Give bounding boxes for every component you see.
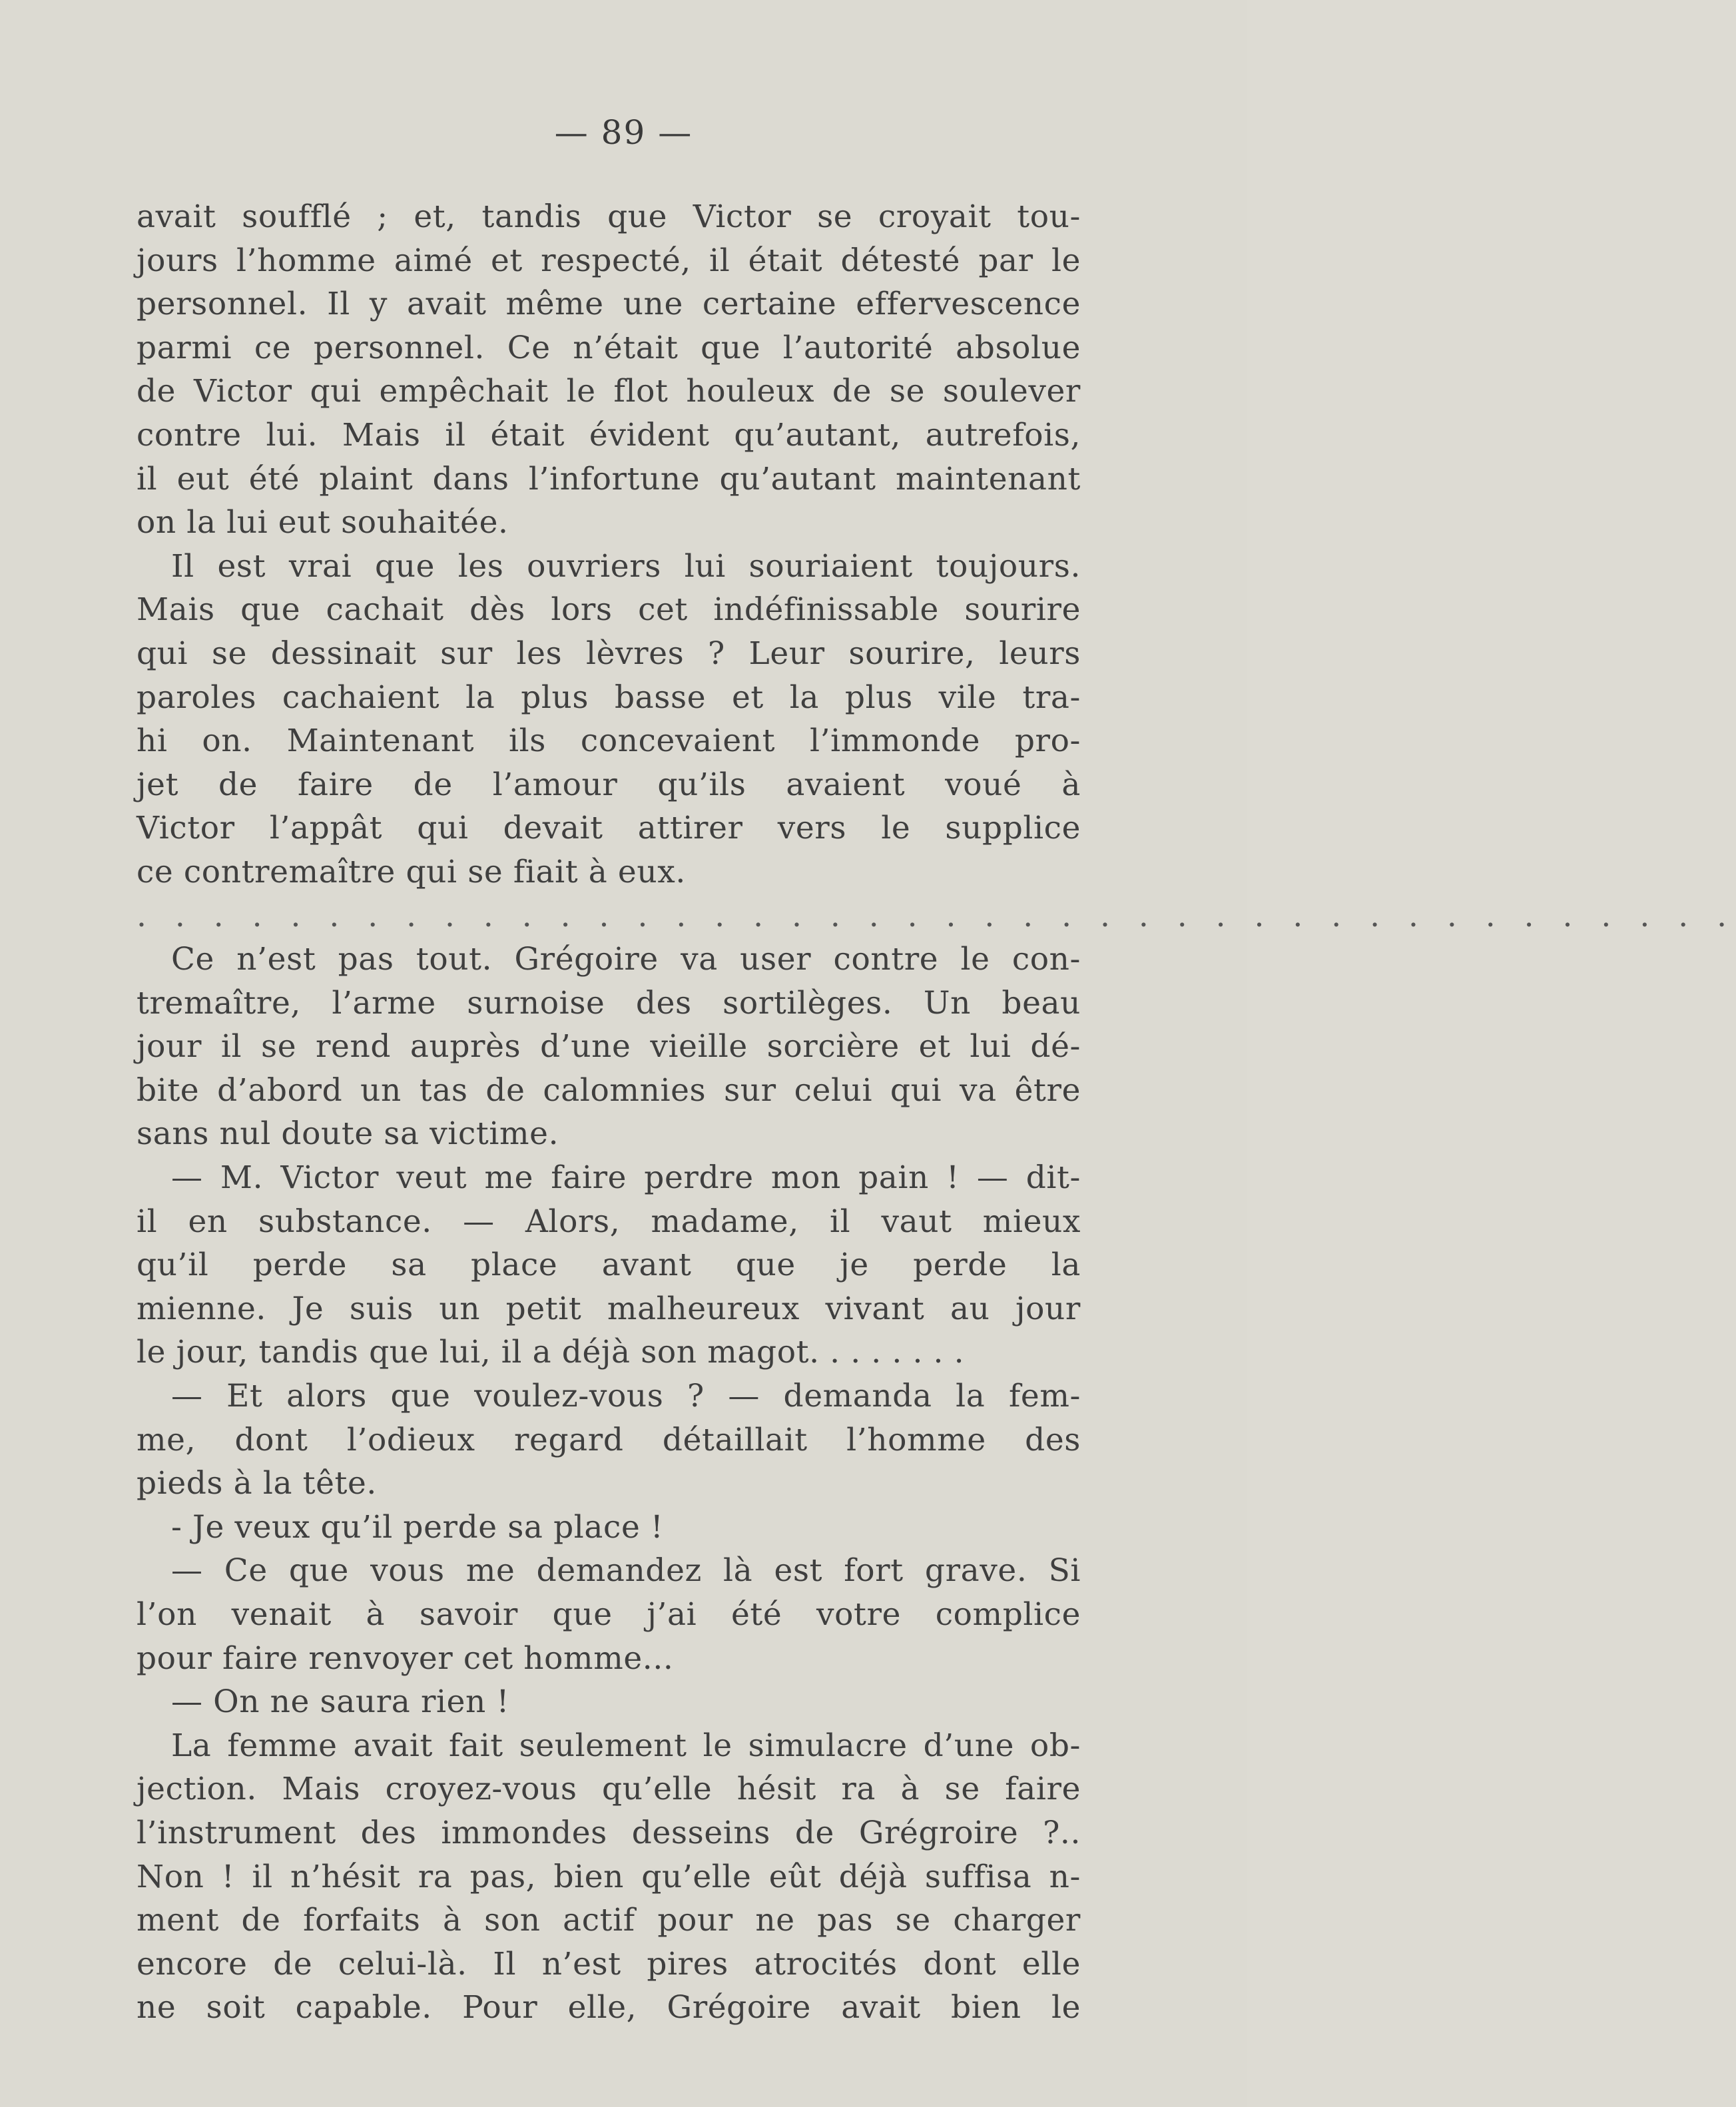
text-line: Victor l’appât qui devait attirer vers le supplice [137, 810, 1081, 847]
text-line: encore de celui-là. Il n’est pires atrocités dont elle [137, 1945, 1081, 1982]
text-line: pour faire renvoyer cet homme... [137, 1640, 674, 1677]
text-line: ment de forfaits à son actif pour ne pas se charger [137, 1902, 1081, 1939]
text-line: — On ne saura rien ! [171, 1683, 509, 1721]
text-line: l’instrument des immondes desseins de Grégroire ?.. [137, 1814, 1081, 1851]
text-line: hi on. Maintenant ils concevaient l’immonde pro- [137, 723, 1081, 760]
text-line: La femme avait fait seulement le simulacre d’une ob- [171, 1727, 1081, 1764]
text-line: mienne. Je suis un petit malheureux vivant au jour [137, 1290, 1081, 1327]
text-line: le jour, tandis que lui, il a déjà son magot. . . . . . . . [137, 1334, 965, 1371]
text-line: il en substance. — Alors, madame, il vaut mieux [137, 1203, 1081, 1240]
page-number: — 89 — [554, 113, 693, 152]
text-line: avait soufflé ; et, tandis que Victor se croyait tou- [137, 198, 1081, 235]
text-line: — Ce que vous me demandez là est fort grave. Si [171, 1552, 1081, 1590]
text-line: il eut été plaint dans l’infortune qu’autant maintenant [137, 460, 1081, 497]
text-line: Il est vrai que les ouvriers lui souriaient toujours. [171, 547, 1081, 585]
text-line: Non ! il n’hésit ra pas, bien qu’elle eût déjà suffisa n- [137, 1858, 1081, 1895]
text-line: on la lui eut souhaitée. [137, 504, 509, 541]
text-line: - Je veux qu’il perde sa place ! [171, 1508, 664, 1546]
text-line: ce contremaître qui se fiait à eux. [137, 853, 686, 890]
text-line: — Et alors que voulez-vous ? — demanda la fem- [171, 1378, 1081, 1415]
text-line: tremaître, l’arme surnoise des sortilèges. Un beau [137, 984, 1081, 1022]
text-line: jours l’homme aimé et respecté, il était détesté par le [137, 242, 1081, 279]
text-line: — M. Victor veut me faire perdre mon pain ! — dit- [171, 1159, 1081, 1197]
text-line: personnel. Il y avait même une certaine effervescence [137, 286, 1081, 323]
text-line: sans nul doute sa victime. [137, 1115, 559, 1153]
text-line: bite d’abord un tas de calomnies sur celui qui va être [137, 1071, 1081, 1109]
text-line: me, dont l’odieux regard détaillait l’homme des [137, 1421, 1081, 1458]
text-line: de Victor qui empêchait le flot houleux de se soulever [137, 373, 1081, 410]
body-text [137, 195, 1736, 2030]
text-line: qu’il perde sa place avant que je perde la [137, 1247, 1081, 1284]
text-line: Mais que cachait dès lors cet indéfinissable sourire [137, 591, 1081, 629]
text-line: l’on venait à savoir que j’ai été votre complice [137, 1596, 1081, 1633]
text-line: contre lui. Mais il était évident qu’autant, autrefois, [137, 416, 1081, 453]
text-line: Ce n’est pas tout. Grégoire va user contre le con- [171, 941, 1081, 978]
text-line: paroles cachaient la plus basse et la plus vile tra- [137, 679, 1081, 716]
text-line: ne soit capable. Pour elle, Grégoire avait bien le [137, 1989, 1081, 2026]
text-line: parmi ce personnel. Ce n’était que l’autorité absolue [137, 329, 1081, 366]
text-line: qui se dessinait sur les lèvres ? Leur sourire, leurs [137, 635, 1081, 672]
text-line: jour il se rend auprès d’une vieille sorcière et lui dé- [137, 1028, 1081, 1065]
section-separator: . . . . . . . . . . . . . . . . . . . . . . . . . . . . . . . . . . . . . . . . . . [137, 897, 1736, 934]
text-line: pieds à la tête. [137, 1465, 377, 1502]
text-line: jet de faire de l’amour qu’ils avaient voué à [137, 766, 1081, 803]
text-line: jection. Mais croyez-vous qu’elle hésit ra à se faire [137, 1771, 1081, 1808]
